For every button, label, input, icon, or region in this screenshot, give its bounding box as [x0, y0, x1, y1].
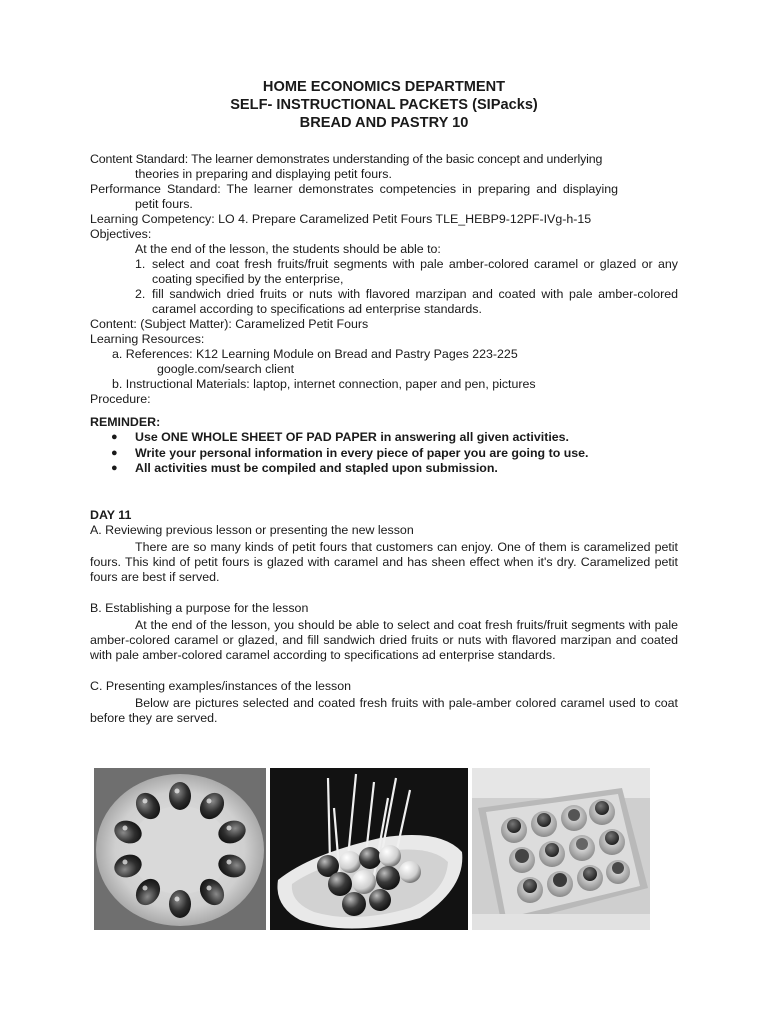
- subject-title: BREAD AND PASTRY 10: [299, 115, 469, 131]
- section-a: [90, 523, 678, 585]
- day-heading: DAY 11: [90, 507, 132, 522]
- reference-a: a. References: K12 Learning Module on Bread and Pastry Pages 223-225: [112, 347, 518, 361]
- objective-item: [90, 257, 678, 287]
- reminder-text: Use ONE WHOLE SHEET OF PAD PAPER in answering all given activities.: [135, 430, 569, 444]
- reminder-item: [90, 461, 678, 477]
- section-c-text: Below are pictures selected and coated fresh fruits with pale-amber colored caramel used to coat before they are served.: [90, 695, 678, 725]
- performance-standard-line2: petit fours.: [135, 197, 193, 211]
- section-c: [90, 679, 678, 726]
- learning-resources: [90, 332, 678, 392]
- reminder-list: [90, 430, 678, 477]
- objectives: [90, 227, 678, 317]
- document-page: [90, 78, 678, 726]
- objective-item: [90, 287, 678, 317]
- section-c-title: C. Presenting examples/instances of the lesson: [90, 678, 352, 693]
- bullet-icon: ●: [111, 446, 118, 459]
- procedure-label: Procedure:: [90, 392, 151, 406]
- references-block: [90, 347, 678, 392]
- content-standard: [90, 152, 678, 182]
- reference-b: b. Instructional Materials: laptop, internet connection, paper and pen, pictures: [112, 377, 536, 391]
- bullet-icon: ●: [111, 462, 118, 474]
- reminder-item: [90, 446, 678, 462]
- photo-skewered-caramel-fruits: [270, 768, 468, 930]
- performance-standard-line1: Performance Standard: The learner demonstrates competencies in preparing and displaying: [90, 182, 619, 196]
- reminder-label: REMINDER:: [90, 415, 161, 429]
- document-header: [90, 78, 678, 132]
- objectives-label: Objectives:: [90, 227, 152, 241]
- objective-text: select and coat fresh fruits/fruit segments with pale amber-colored caramel or glazed or any coating specified by the enterprise,: [152, 257, 678, 286]
- photo-row: [94, 768, 650, 930]
- section-a-text: There are so many kinds of petit fours that customers can enjoy. One of them is caramelized petit fours. This kind of petit fours is glazed with caramel and has sheen effect when it's dry. Caramelized petit fours are best if served.: [90, 539, 678, 584]
- learning-competency: Learning Competency: LO 4. Prepare Caramelized Petit Fours TLE_HEBP9-12PF-IVg-h-15: [90, 212, 592, 226]
- content-subject-matter: Content: (Subject Matter): Caramelized Petit Fours: [90, 317, 369, 331]
- objective-number: 2.: [135, 287, 146, 301]
- reminder-text: All activities must be compiled and stapled upon submission.: [135, 461, 498, 475]
- reminder-item: [90, 430, 678, 446]
- department-title: HOME ECONOMICS DEPARTMENT: [262, 79, 506, 95]
- photo-caramel-strawberries-plate: [94, 768, 266, 930]
- section-b-text: At the end of the lesson, you should be able to select and coat fresh fruits/fruit segments with pale amber-colored caramel or glazed, and fill sandwich dried fruits or nuts with flavored marzipan and coated with pale amber-colored caramel according to specifications ad enterprise standards.: [90, 617, 678, 662]
- performance-standard: [90, 182, 678, 212]
- objective-text: fill sandwich dried fruits or nuts with flavored marzipan and coated with pale amber-colored caramel according to specifications ad enterprise standards.: [152, 287, 678, 316]
- photo-fruit-tartlets-tray: [472, 768, 650, 930]
- learning-resources-label: Learning Resources:: [90, 332, 205, 346]
- section-a-title: A. Reviewing previous lesson or presenting the new lesson: [90, 522, 414, 537]
- section-b: [90, 601, 678, 663]
- objective-number: 1.: [135, 257, 146, 271]
- content-standard-line2: theories in preparing and displaying petit fours.: [135, 167, 392, 181]
- section-b-title: B. Establishing a purpose for the lesson: [90, 600, 309, 615]
- objectives-intro: At the end of the lesson, the students should be able to:: [135, 242, 441, 256]
- bullet-icon: ●: [111, 431, 118, 443]
- content-standard-line1: Content Standard: The learner demonstrates understanding of the basic concept and underlying: [90, 152, 603, 166]
- reference-a-continued: google.com/search client: [157, 362, 295, 376]
- packet-title: SELF- INSTRUCTIONAL PACKETS (SIPacks): [230, 97, 538, 113]
- reminder-text: Write your personal information in every piece of paper you are going to use.: [135, 445, 589, 460]
